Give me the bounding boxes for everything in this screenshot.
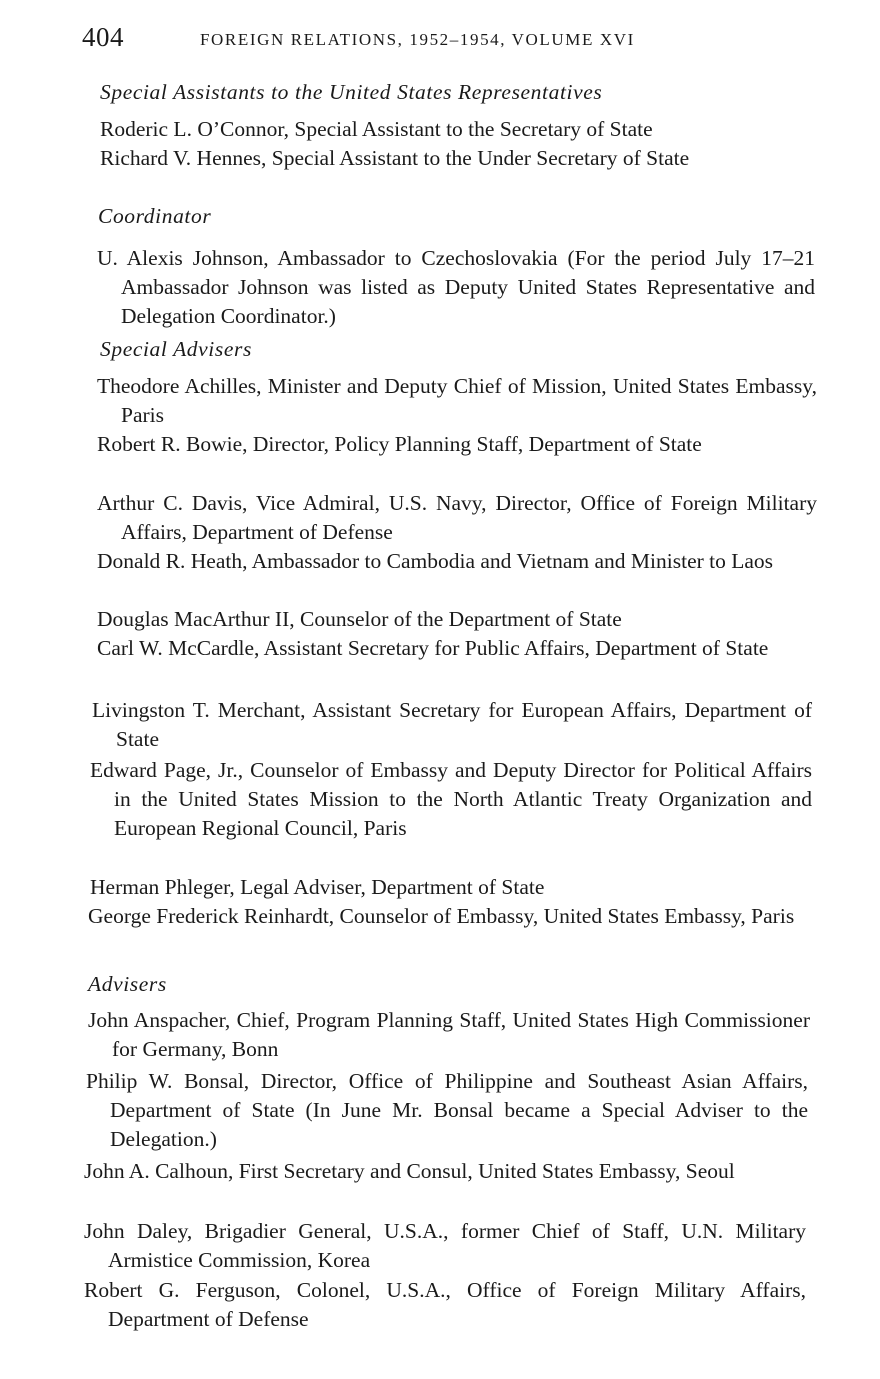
entry-anspacher: John Anspacher, Chief, Program Planning Staff, United States High Commissioner for Germany, Bonn bbox=[88, 1008, 810, 1061]
entry-macarthur: Douglas MacArthur II, Counselor of the Department of State bbox=[97, 607, 622, 631]
entry-merchant: Livingston T. Merchant, Assistant Secretary for European Affairs, Department of State bbox=[92, 698, 812, 751]
entry-johnson: U. Alexis Johnson, Ambassador to Czechoslovakia (For the period July 17–21 Ambassador Johnson was listed as Deputy United States Representative and Delegation Coordinator.) bbox=[97, 246, 815, 328]
section-heading-special-assistants: Special Assistants to the United States Representatives bbox=[100, 80, 603, 104]
entry-ferguson: Robert G. Ferguson, Colonel, U.S.A., Office of Foreign Military Affairs, Department of Defense bbox=[84, 1278, 806, 1331]
entry-oconnor: Roderic L. O’Connor, Special Assistant to the Secretary of State bbox=[100, 117, 653, 141]
entry-reinhardt: George Frederick Reinhardt, Counselor of Embassy, United States Embassy, Paris bbox=[88, 904, 795, 928]
entry-page: Edward Page, Jr., Counselor of Embassy and Deputy Director for Political Affairs in the United States Mission to the North Atlantic Treaty Organization and European Regional Council, Paris bbox=[90, 758, 812, 840]
entry-davis: Arthur C. Davis, Vice Admiral, U.S. Navy, Director, Office of Foreign Military Affairs, Department of Defense bbox=[97, 491, 817, 544]
running-head: FOREIGN RELATIONS, 1952–1954, VOLUME XVI bbox=[200, 30, 635, 49]
entry-daley: John Daley, Brigadier General, U.S.A., former Chief of Staff, U.N. Military Armistice Commission, Korea bbox=[84, 1219, 806, 1272]
section-heading-special-advisers: Special Advisers bbox=[100, 337, 252, 361]
page-number: 404 bbox=[82, 22, 124, 52]
section-heading-advisers: Advisers bbox=[88, 972, 167, 996]
entry-mccardle: Carl W. McCardle, Assistant Secretary for Public Affairs, Department of State bbox=[97, 636, 769, 660]
entry-bonsal: Philip W. Bonsal, Director, Office of Philippine and Southeast Asian Affairs, Department of State (In June Mr. Bonsal became a Special Adviser to the Delegation.) bbox=[86, 1069, 808, 1151]
entry-calhoun: John A. Calhoun, First Secretary and Consul, United States Embassy, Seoul bbox=[84, 1159, 735, 1183]
entry-bowie: Robert R. Bowie, Director, Policy Planning Staff, Department of State bbox=[97, 432, 702, 456]
entry-heath: Donald R. Heath, Ambassador to Cambodia and Vietnam and Minister to Laos bbox=[97, 549, 774, 573]
entry-achilles: Theodore Achilles, Minister and Deputy Chief of Mission, United States Embassy, Paris bbox=[97, 374, 817, 427]
page-header bbox=[82, 22, 782, 58]
entry-hennes: Richard V. Hennes, Special Assistant to the Under Secretary of State bbox=[100, 146, 690, 170]
section-heading-coordinator: Coordinator bbox=[98, 204, 212, 228]
entry-phleger: Herman Phleger, Legal Adviser, Department of State bbox=[90, 875, 545, 899]
